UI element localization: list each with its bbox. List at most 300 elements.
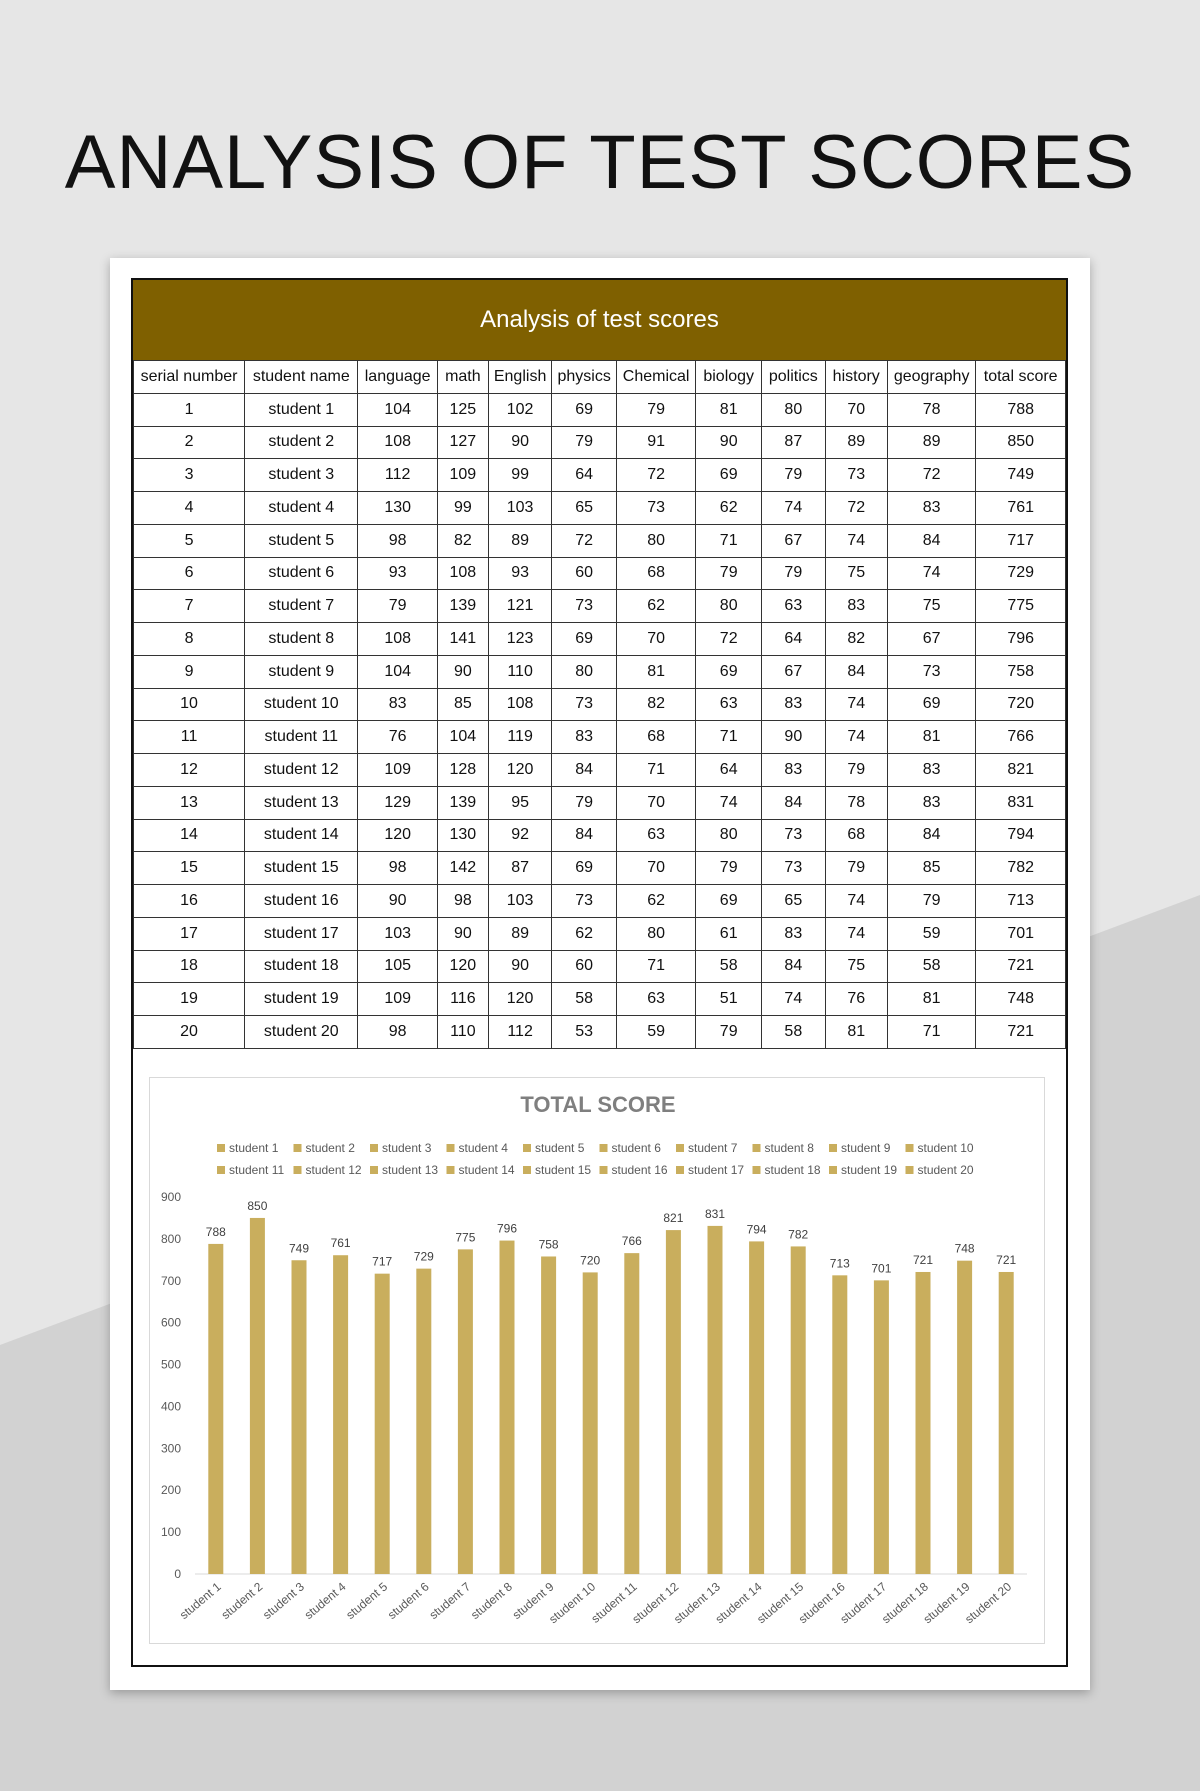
table-cell: 89 [488, 524, 551, 557]
table-row [134, 917, 1066, 950]
data-label: 821 [663, 1211, 684, 1226]
table-cell: 79 [358, 590, 437, 623]
table-cell: 8 [134, 623, 245, 656]
table-cell: 81 [887, 721, 975, 754]
table-cell: 79 [552, 426, 617, 459]
legend-label: student 2 [305, 1141, 355, 1155]
table-cell: 90 [488, 950, 551, 983]
table-cell: student 20 [245, 1016, 358, 1049]
legend-swatch [523, 1166, 531, 1174]
table-cell: 68 [616, 557, 695, 590]
column-header: language [358, 361, 437, 394]
table-cell: 63 [696, 688, 762, 721]
data-label: 788 [205, 1224, 226, 1239]
table-cell: student 7 [245, 590, 358, 623]
total-score-chart [149, 1077, 1045, 1644]
table-cell: 11 [134, 721, 245, 754]
table-cell: 58 [762, 1016, 825, 1049]
table-cell: 90 [488, 426, 551, 459]
table-cell: 79 [762, 557, 825, 590]
x-tick-label: student 19 [920, 1579, 973, 1627]
legend-label: student 6 [611, 1141, 661, 1155]
table-cell: 79 [616, 393, 695, 426]
table-cell: 18 [134, 950, 245, 983]
table-cell: 84 [552, 819, 617, 852]
table-cell: 5 [134, 524, 245, 557]
data-label: 775 [455, 1230, 476, 1245]
table-cell: 81 [887, 983, 975, 1016]
table-cell: 90 [358, 885, 437, 918]
bar [500, 1241, 515, 1574]
table-cell: 108 [437, 557, 488, 590]
table-cell: 104 [437, 721, 488, 754]
legend-swatch [676, 1166, 684, 1174]
legend-label: student 3 [382, 1141, 432, 1155]
table-cell: 15 [134, 852, 245, 885]
table-row [134, 852, 1066, 885]
bar [333, 1255, 348, 1574]
bar [375, 1274, 390, 1574]
table-cell: 58 [696, 950, 762, 983]
table-cell: 89 [887, 426, 975, 459]
table-cell: 83 [887, 786, 975, 819]
table-cell: student 11 [245, 721, 358, 754]
table-cell: 83 [358, 688, 437, 721]
table-cell: 69 [552, 852, 617, 885]
table-cell: student 13 [245, 786, 358, 819]
table-cell: 92 [488, 819, 551, 852]
table-cell: 105 [358, 950, 437, 983]
column-header: biology [696, 361, 762, 394]
score-sheet [110, 258, 1090, 1690]
legend-label: student 14 [458, 1163, 515, 1177]
table-cell: 91 [616, 426, 695, 459]
x-tick-label: student 4 [301, 1579, 349, 1623]
table-cell: 120 [488, 754, 551, 787]
legend-label: student 19 [841, 1163, 898, 1177]
table-cell: 20 [134, 1016, 245, 1049]
table-cell: 84 [887, 819, 975, 852]
table-cell: 80 [696, 819, 762, 852]
legend-label: student 18 [764, 1163, 821, 1177]
table-cell: 90 [762, 721, 825, 754]
table-cell: 142 [437, 852, 488, 885]
column-header: politics [762, 361, 825, 394]
table-cell: 85 [887, 852, 975, 885]
table-cell: 761 [976, 492, 1066, 525]
table-cell: 67 [762, 655, 825, 688]
y-tick-label: 0 [174, 1567, 181, 1581]
table-cell: student 12 [245, 754, 358, 787]
table-cell: 80 [616, 524, 695, 557]
legend-swatch [217, 1166, 225, 1174]
table-header-row [134, 361, 1066, 394]
table-cell: 65 [762, 885, 825, 918]
y-tick-label: 200 [160, 1483, 181, 1498]
table-cell: 831 [976, 786, 1066, 819]
table-cell: 109 [437, 459, 488, 492]
table-cell: 60 [552, 557, 617, 590]
table-cell: student 2 [245, 426, 358, 459]
table-cell: 112 [358, 459, 437, 492]
legend-swatch [217, 1144, 225, 1152]
table-cell: student 9 [245, 655, 358, 688]
table-cell: 58 [887, 950, 975, 983]
table-cell: 64 [552, 459, 617, 492]
legend-label: student 1 [229, 1141, 279, 1155]
table-cell: 71 [616, 950, 695, 983]
table-cell: 80 [762, 393, 825, 426]
table-cell: 821 [976, 754, 1066, 787]
y-tick-label: 900 [160, 1190, 181, 1204]
bar [666, 1230, 681, 1574]
table-cell: 74 [825, 688, 887, 721]
x-tick-label: student 17 [837, 1579, 890, 1627]
table-cell: 99 [437, 492, 488, 525]
column-header: total score [976, 361, 1066, 394]
bar [874, 1280, 889, 1574]
chart-canvas [150, 1078, 1046, 1645]
table-cell: 721 [976, 1016, 1066, 1049]
table-cell: 83 [887, 492, 975, 525]
data-label: 749 [288, 1241, 310, 1256]
table-cell: 130 [358, 492, 437, 525]
x-tick-label: student 13 [670, 1579, 723, 1627]
legend-swatch [600, 1166, 608, 1174]
data-label: 720 [580, 1253, 601, 1268]
data-label: 721 [996, 1252, 1017, 1267]
page-title: ANALYSIS OF TEST SCORES [64, 120, 1136, 205]
table-cell: 72 [696, 623, 762, 656]
table-cell: 79 [825, 852, 887, 885]
x-tick-label: student 10 [546, 1579, 599, 1627]
table-cell: 1 [134, 393, 245, 426]
table-cell: 9 [134, 655, 245, 688]
table-cell: 98 [358, 524, 437, 557]
bar [292, 1260, 307, 1574]
column-header: English [488, 361, 551, 394]
table-row [134, 557, 1066, 590]
table-cell: 119 [488, 721, 551, 754]
table-cell: 69 [696, 885, 762, 918]
table-cell: 79 [696, 852, 762, 885]
column-header: math [437, 361, 488, 394]
table-cell: 75 [825, 557, 887, 590]
legend-label: student 15 [535, 1163, 592, 1177]
table-cell: 98 [437, 885, 488, 918]
data-label: 766 [621, 1234, 642, 1249]
x-tick-label: student 6 [384, 1579, 432, 1623]
table-cell: 83 [552, 721, 617, 754]
table-row [134, 426, 1066, 459]
table-cell: 69 [696, 655, 762, 688]
table-cell: 61 [696, 917, 762, 950]
table-cell: 775 [976, 590, 1066, 623]
y-tick-label: 400 [160, 1399, 181, 1414]
table-cell: 139 [437, 786, 488, 819]
legend-label: student 7 [688, 1141, 738, 1155]
data-label: 850 [247, 1198, 268, 1213]
table-cell: 62 [552, 917, 617, 950]
table-cell: 74 [825, 721, 887, 754]
data-label: 729 [413, 1249, 434, 1264]
table-cell: 141 [437, 623, 488, 656]
bar [957, 1261, 972, 1574]
table-cell: 748 [976, 983, 1066, 1016]
legend-swatch [447, 1144, 455, 1152]
x-tick-label: student 5 [343, 1579, 391, 1623]
table-row [134, 623, 1066, 656]
table-cell: 72 [552, 524, 617, 557]
table-cell: 74 [696, 786, 762, 819]
table-cell: 120 [488, 983, 551, 1016]
table-cell: 76 [825, 983, 887, 1016]
table-cell: 79 [887, 885, 975, 918]
x-tick-label: student 14 [712, 1579, 765, 1627]
table-cell: student 10 [245, 688, 358, 721]
table-cell: 103 [488, 885, 551, 918]
table-cell: 717 [976, 524, 1066, 557]
table-cell: 112 [488, 1016, 551, 1049]
table-cell: student 1 [245, 393, 358, 426]
legend-label: student 13 [382, 1163, 439, 1177]
table-cell: 74 [762, 983, 825, 1016]
table-cell: 108 [488, 688, 551, 721]
table-cell: 766 [976, 721, 1066, 754]
table-row [134, 1016, 1066, 1049]
table-cell: 98 [358, 1016, 437, 1049]
table-cell: 104 [358, 393, 437, 426]
table-cell: 16 [134, 885, 245, 918]
table-cell: 125 [437, 393, 488, 426]
table-cell: 63 [616, 819, 695, 852]
table-cell: 80 [616, 917, 695, 950]
legend-swatch [370, 1144, 378, 1152]
table-cell: 78 [887, 393, 975, 426]
table-row [134, 459, 1066, 492]
table-cell: 84 [762, 950, 825, 983]
table-cell: 73 [762, 852, 825, 885]
table-cell: 65 [552, 492, 617, 525]
table-cell: 68 [616, 721, 695, 754]
table-cell: 74 [825, 885, 887, 918]
table-cell: 73 [887, 655, 975, 688]
column-header: history [825, 361, 887, 394]
table-cell: 90 [437, 655, 488, 688]
x-tick-label: student 1 [176, 1579, 224, 1623]
column-header: serial number [134, 361, 245, 394]
table-cell: 83 [825, 590, 887, 623]
table-cell: student 19 [245, 983, 358, 1016]
table-cell: student 6 [245, 557, 358, 590]
legend-label: student 16 [611, 1163, 668, 1177]
x-tick-label: student 12 [629, 1579, 682, 1627]
table-cell: 67 [887, 623, 975, 656]
table-cell: 85 [437, 688, 488, 721]
table-cell: 82 [437, 524, 488, 557]
table-cell: 6 [134, 557, 245, 590]
table-cell: 2 [134, 426, 245, 459]
table-cell: 139 [437, 590, 488, 623]
table-row [134, 983, 1066, 1016]
column-header: geography [887, 361, 975, 394]
table-cell: 12 [134, 754, 245, 787]
table-cell: 71 [887, 1016, 975, 1049]
table-cell: 68 [825, 819, 887, 852]
table-cell: 127 [437, 426, 488, 459]
table-cell: 108 [358, 623, 437, 656]
table-cell: 104 [358, 655, 437, 688]
table-cell: 83 [762, 754, 825, 787]
table-row [134, 524, 1066, 557]
legend-swatch [294, 1144, 302, 1152]
table-cell: 80 [552, 655, 617, 688]
table-cell: 58 [552, 983, 617, 1016]
y-tick-label: 800 [160, 1231, 181, 1246]
table-cell: 721 [976, 950, 1066, 983]
table-cell: 64 [762, 623, 825, 656]
table-cell: 80 [696, 590, 762, 623]
table-cell: 73 [762, 819, 825, 852]
legend-swatch [753, 1166, 761, 1174]
legend-label: student 11 [229, 1163, 285, 1177]
table-cell: 70 [825, 393, 887, 426]
legend-swatch [906, 1144, 914, 1152]
table-cell: 110 [488, 655, 551, 688]
data-label: 761 [330, 1236, 351, 1251]
y-tick-label: 700 [160, 1273, 181, 1288]
legend-swatch [829, 1166, 837, 1174]
table-cell: 83 [762, 917, 825, 950]
table-cell: 74 [825, 524, 887, 557]
table-row [134, 492, 1066, 525]
table-cell: 73 [825, 459, 887, 492]
table-cell: 63 [762, 590, 825, 623]
table-cell: 84 [887, 524, 975, 557]
table-cell: 82 [616, 688, 695, 721]
table-cell: 109 [358, 754, 437, 787]
table-cell: 82 [825, 623, 887, 656]
x-tick-label: student 9 [509, 1579, 557, 1623]
table-cell: 53 [552, 1016, 617, 1049]
table-cell: 129 [358, 786, 437, 819]
legend-label: student 5 [535, 1141, 585, 1155]
table-cell: 850 [976, 426, 1066, 459]
bar [749, 1241, 764, 1574]
table-cell: 64 [696, 754, 762, 787]
table-cell: 99 [488, 459, 551, 492]
table-banner-title: Analysis of test scores [133, 280, 1066, 360]
table-cell: 79 [762, 459, 825, 492]
table-cell: 74 [887, 557, 975, 590]
table-cell: 3 [134, 459, 245, 492]
table-cell: 72 [825, 492, 887, 525]
table-cell: 13 [134, 786, 245, 819]
table-cell: 123 [488, 623, 551, 656]
table-cell: 60 [552, 950, 617, 983]
legend-swatch [370, 1166, 378, 1174]
x-tick-label: student 3 [260, 1579, 307, 1623]
column-header: student name [245, 361, 358, 394]
table-cell: 79 [696, 557, 762, 590]
table-cell: 102 [488, 393, 551, 426]
table-cell: 7 [134, 590, 245, 623]
legend-swatch [600, 1144, 608, 1152]
table-cell: 70 [616, 786, 695, 819]
table-cell: 758 [976, 655, 1066, 688]
y-tick-label: 500 [160, 1357, 181, 1372]
table-cell: 67 [762, 524, 825, 557]
data-label: 758 [538, 1237, 559, 1252]
table-cell: 103 [358, 917, 437, 950]
table-cell: student 14 [245, 819, 358, 852]
table-cell: 4 [134, 492, 245, 525]
table-cell: 749 [976, 459, 1066, 492]
bar [458, 1249, 473, 1574]
table-cell: 62 [616, 885, 695, 918]
table-cell: 69 [552, 623, 617, 656]
x-tick-label: student 15 [754, 1579, 807, 1627]
table-cell: 73 [552, 590, 617, 623]
legend-label: student 20 [917, 1163, 974, 1177]
bar [416, 1269, 431, 1574]
table-cell: student 5 [245, 524, 358, 557]
legend-label: student 10 [917, 1141, 974, 1155]
table-cell: 782 [976, 852, 1066, 885]
legend-swatch [829, 1144, 837, 1152]
legend-swatch [906, 1166, 914, 1174]
y-tick-label: 100 [160, 1525, 181, 1540]
chart-title: TOTAL SCORE [520, 1092, 676, 1117]
legend-swatch [447, 1166, 455, 1174]
table-cell: 98 [358, 852, 437, 885]
table-cell: 794 [976, 819, 1066, 852]
table-cell: 73 [616, 492, 695, 525]
x-tick-label: student 7 [426, 1579, 474, 1623]
data-label: 782 [788, 1227, 809, 1242]
bar [208, 1244, 223, 1574]
bar [624, 1253, 639, 1574]
table-cell: 713 [976, 885, 1066, 918]
table-cell: 69 [552, 393, 617, 426]
column-header: physics [552, 361, 617, 394]
table-cell: 103 [488, 492, 551, 525]
table-cell: 59 [616, 1016, 695, 1049]
table-cell: 71 [696, 721, 762, 754]
table-cell: 79 [696, 1016, 762, 1049]
table-cell: 84 [552, 754, 617, 787]
table-row [134, 786, 1066, 819]
bar [999, 1272, 1014, 1574]
scores-table [133, 360, 1066, 1049]
table-cell: student 15 [245, 852, 358, 885]
table-cell: 93 [358, 557, 437, 590]
sheet-frame [131, 278, 1068, 1667]
table-row [134, 819, 1066, 852]
data-label: 796 [496, 1221, 518, 1236]
table-cell: 110 [437, 1016, 488, 1049]
data-label: 701 [871, 1261, 892, 1276]
table-cell: 89 [825, 426, 887, 459]
x-tick-label: student 11 [588, 1579, 640, 1626]
bar [916, 1272, 931, 1574]
column-header: Chemical [616, 361, 695, 394]
table-cell: 51 [696, 983, 762, 1016]
bar [708, 1226, 723, 1574]
table-row [134, 393, 1066, 426]
table-cell: 729 [976, 557, 1066, 590]
data-label: 748 [954, 1241, 975, 1256]
